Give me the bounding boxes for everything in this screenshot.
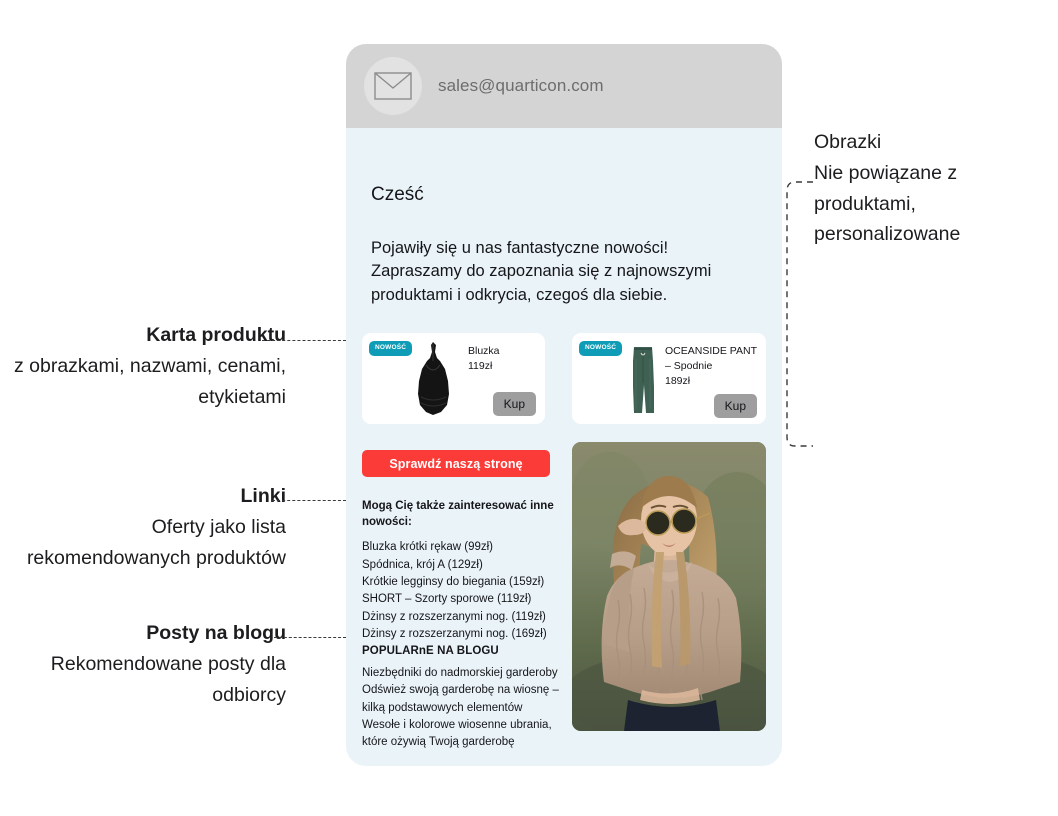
buy-button[interactable]: Kup	[493, 392, 536, 416]
product-image-green-trousers	[614, 339, 672, 419]
avatar	[364, 57, 422, 115]
blog-title: POPULARnE NA BLOGU	[362, 645, 499, 657]
list-item[interactable]: Odśwież swoją garderobę na wiosnę – kilką podstawowych elementów	[362, 684, 559, 714]
envelope-icon	[374, 72, 412, 100]
recommendations-title: Mogą Cię także zainteresować inne nowości:	[362, 500, 554, 528]
annotation-product-card	[0, 320, 286, 412]
list-item[interactable]: Wesołe i kolorowe wiosenne ubrania, które ożywią Twoją garderobę	[362, 718, 552, 748]
product-info	[665, 344, 757, 390]
annotation-body: Nie powiązane z produktami, personalizowane	[814, 161, 961, 246]
list-item[interactable]: Dżinsy z rozszerzanymi nog. (119zł)	[362, 610, 546, 623]
bracket-line-images	[779, 180, 815, 448]
greeting-text: Cześć	[371, 184, 424, 205]
leader-line-product-card	[262, 340, 346, 341]
list-item[interactable]: Bluzka krótki rękaw (99zł)	[362, 541, 494, 554]
annotation-links	[0, 481, 286, 573]
annotation-body: Rekomendowane posty dla odbiorcy	[50, 652, 286, 706]
list-item[interactable]: Niezbędniki do nadmorskiej garderoby	[362, 667, 558, 679]
leader-line-links	[272, 500, 346, 501]
status-badge: NOWOŚĆ	[369, 341, 412, 356]
annotation-heading: Posty na blogu	[146, 622, 286, 644]
annotation-heading: Linki	[240, 485, 286, 507]
email-preview-panel	[346, 44, 782, 766]
list-item[interactable]: Spódnica, krój A (129zł)	[362, 558, 483, 571]
intro-paragraph: Pojawiły się u nas fantastyczne nowości! Zapraszamy do zapoznania się z najnowszymi produktami i odkrycia, czegoś dla siebie.	[371, 239, 712, 304]
hero-photo-image	[572, 442, 766, 731]
email-header	[346, 44, 782, 128]
status-badge: NOWOŚĆ	[579, 341, 622, 356]
product-name: OCEANSIDE PANT – Spodnie	[665, 345, 757, 373]
sender-email-address: sales@quarticon.com	[438, 76, 604, 95]
list-item[interactable]: Krótkie legginsy do biegania (159zł)	[362, 575, 545, 588]
product-card[interactable]	[572, 333, 766, 424]
buy-button[interactable]: Kup	[714, 394, 757, 418]
annotation-images	[814, 127, 1044, 250]
product-info	[468, 344, 540, 374]
product-card[interactable]	[362, 333, 545, 424]
product-price: 189zł	[665, 375, 691, 388]
list-item[interactable]: Dżinsy z rozszerzanymi nog. (169zł)	[362, 628, 547, 641]
annotation-blog-posts	[0, 618, 286, 710]
annotation-body: z obrazkami, nazwami, cenami, etykietami	[13, 354, 286, 408]
list-item[interactable]: SHORT – Szorty sporowe (119zł)	[362, 593, 532, 606]
leader-line-blog-posts	[274, 637, 346, 638]
annotation-heading: Obrazki	[814, 131, 882, 153]
annotation-heading: Karta produktu	[146, 324, 286, 346]
annotation-body: Oferty jako lista rekomendowanych produktów	[26, 515, 286, 569]
cta-button[interactable]: Sprawdź naszą stronę	[362, 450, 550, 477]
recommendations-block	[362, 499, 574, 644]
product-name: Bluzka	[468, 345, 500, 357]
product-price: 119zł	[468, 360, 493, 373]
product-image-black-halter-top	[404, 339, 462, 419]
blog-block	[362, 645, 574, 751]
